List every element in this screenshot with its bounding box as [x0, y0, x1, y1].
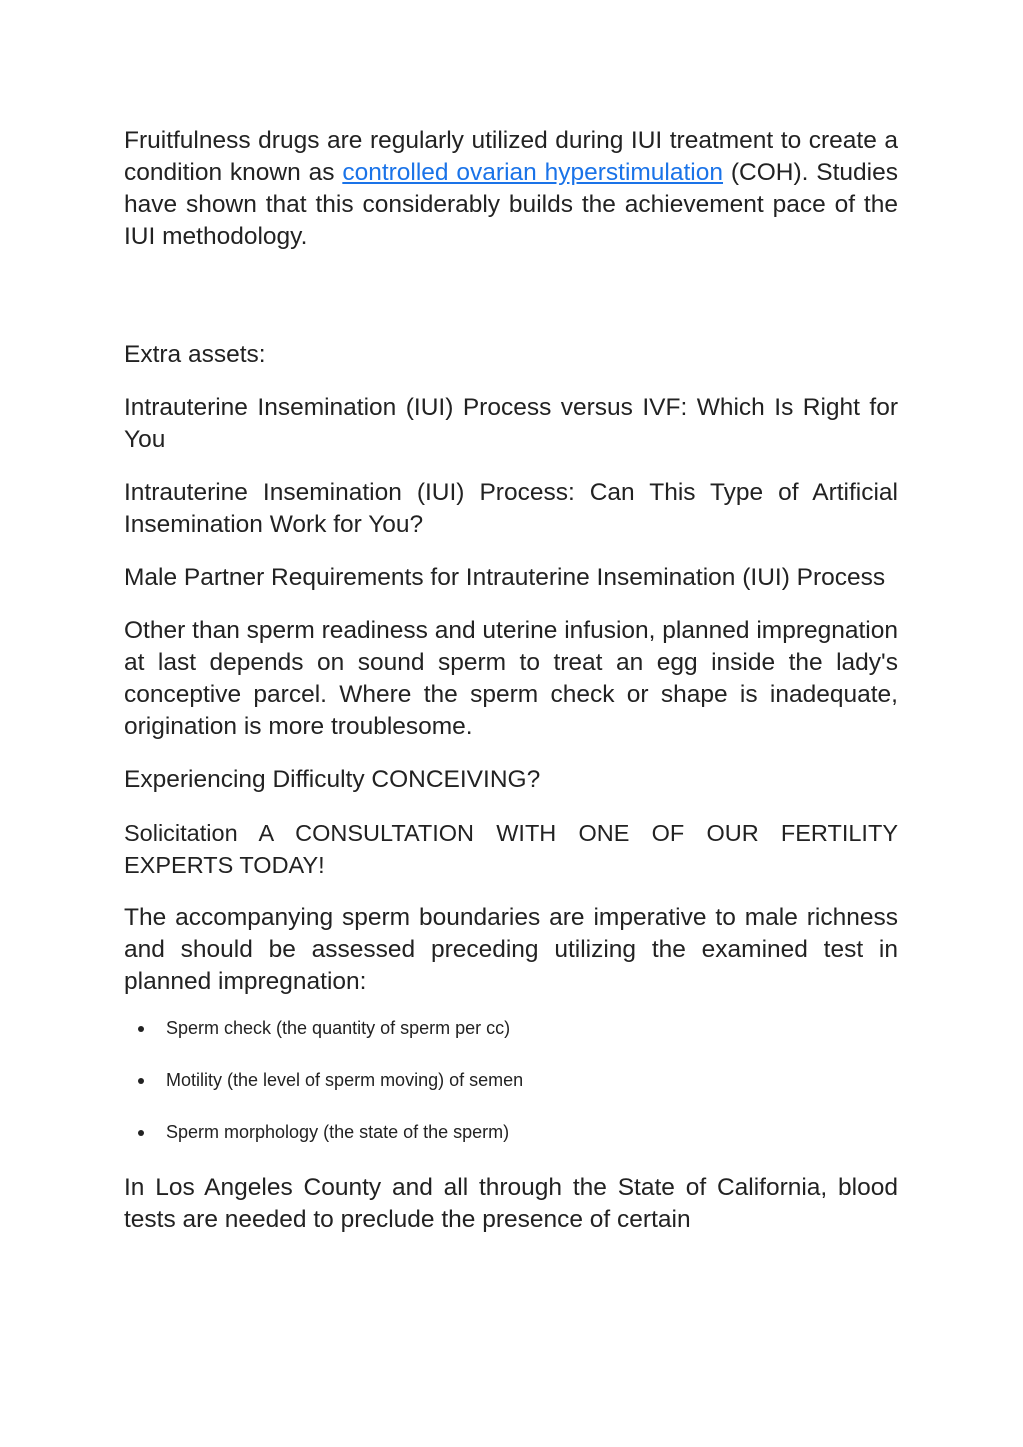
- cta-consultation: Solicitation A CONSULTATION WITH ONE OF OUR FERTILITY EXPERTS TODAY!: [124, 820, 898, 878]
- parameters-list: [124, 1016, 898, 1172]
- bullet-icon: [138, 1026, 144, 1032]
- parameters-intro: The accompanying sperm boundaries are imperative to male richness and should be assessed preceding utilizing the examined test in planned impregnation:: [124, 904, 898, 995]
- closing-paragraph: In Los Angeles County and all through the State of California, blood tests are needed to preclude the presence of certain: [124, 1174, 898, 1233]
- intro-paragraph: [124, 125, 898, 253]
- list-item: [124, 1068, 898, 1120]
- cta-question: Experiencing Difficulty CONCEIVING?: [124, 766, 541, 793]
- body-paragraph: Other than sperm readiness and uterine infusion, planned impregnation at last depends on sound sperm to treat an egg inside the lady's conceptive parcel. Where the sperm check or shape is inadequate, origination is more troublesome.: [124, 617, 898, 740]
- bullet-icon: [138, 1130, 144, 1136]
- list-item-text: Sperm check (the quantity of sperm per cc): [166, 1018, 511, 1038]
- document-content: [124, 125, 898, 1236]
- intro-text-start: Fruitfulness drugs are regularly utilized during IUI treatment to create a condition known as: [124, 127, 898, 186]
- resource-item: Male Partner Requirements for Intrauterine Insemination (IUI) Process: [124, 564, 886, 591]
- list-item-text: Motility (the level of sperm moving) of semen: [166, 1070, 524, 1090]
- list-item: [124, 1120, 898, 1172]
- intro-text-end: (COH). Studies have shown that this considerably builds the achievement pace of the IUI methodology.: [124, 159, 899, 250]
- resource-item: Intrauterine Insemination (IUI) Process versus IVF: Which Is Right for You: [124, 394, 898, 453]
- coh-link[interactable]: controlled ovarian hyperstimulation: [342, 159, 724, 186]
- bullet-icon: [138, 1078, 144, 1084]
- list-item-text: Sperm morphology (the state of the sperm): [166, 1122, 510, 1142]
- extra-assets-heading: Extra assets:: [124, 341, 266, 368]
- list-item: [124, 1016, 898, 1068]
- resource-item: Intrauterine Insemination (IUI) Process: Can This Type of Artificial Insemination Work for You?: [124, 479, 898, 538]
